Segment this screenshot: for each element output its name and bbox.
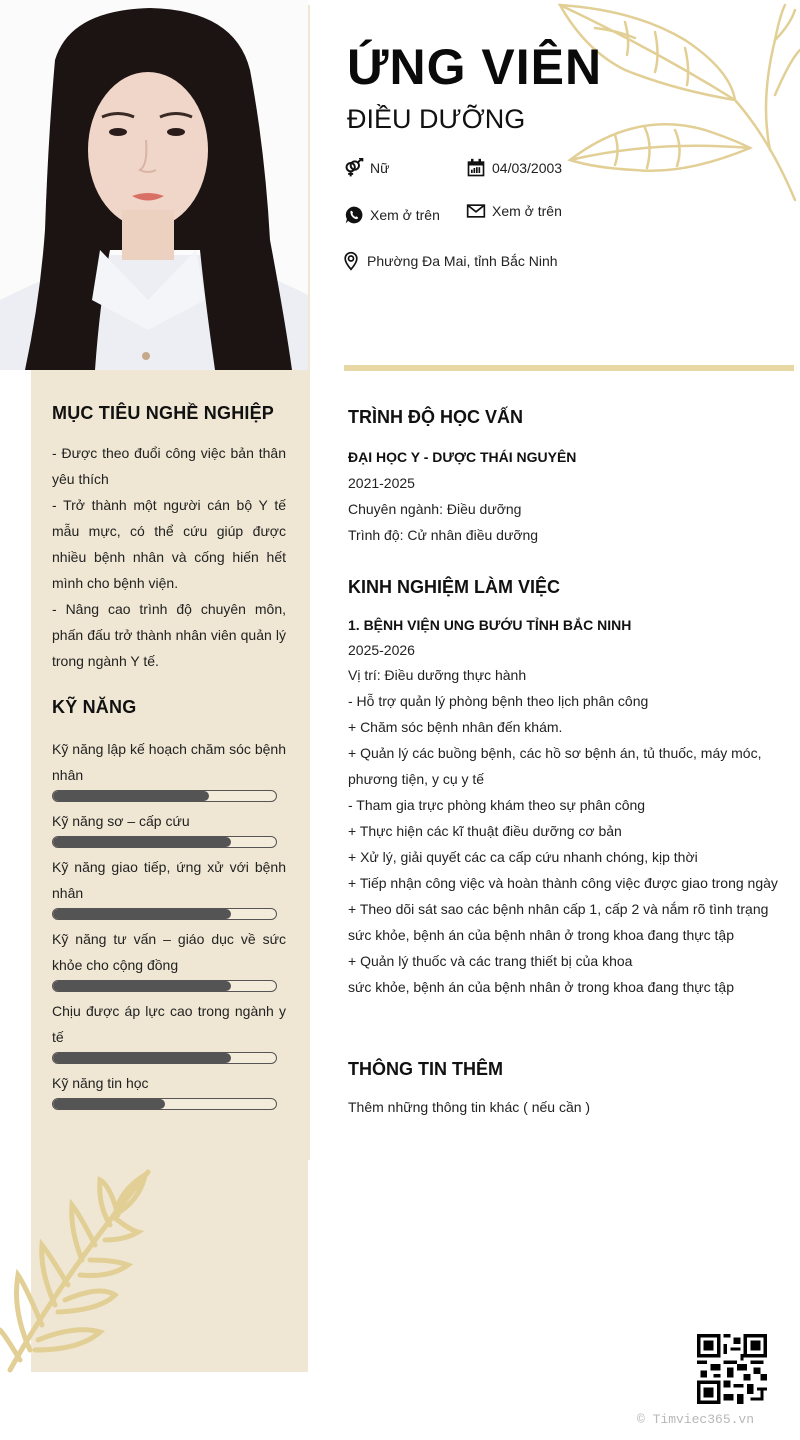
skill-label: Kỹ năng sơ – cấp cứu	[52, 813, 190, 829]
skills-section	[52, 697, 286, 1116]
objective-section	[52, 403, 286, 674]
experience-period: 2025-2026	[348, 642, 415, 658]
experience-line: + Xử lý, giải quyết các ca cấp cứu nhanh chóng, kịp thời	[348, 849, 698, 865]
additional-heading: THÔNG TIN THÊM	[348, 1059, 503, 1079]
objective-line: - Nâng cao trình độ chuyên môn, phấn đấu trở thành nhân viên quản lý trong ngành Y tế.	[52, 601, 286, 669]
skill-item	[52, 808, 286, 848]
additional-text: Thêm những thông tin khác ( nếu cần )	[348, 1099, 591, 1115]
profile-photo	[0, 0, 308, 370]
qr-code-icon	[697, 1334, 767, 1404]
birthday-value: 04/03/2003	[492, 160, 563, 176]
education-major: Chuyên ngành: Điều dưỡng	[348, 501, 522, 517]
gender-icon	[344, 158, 364, 178]
experience-section	[348, 577, 778, 1000]
skill-progress-bar	[52, 980, 277, 992]
experience-role: Vị trí: Điều dưỡng thực hành	[348, 667, 527, 683]
objective-line: - Được theo đuổi công việc bản thân yêu thích	[52, 445, 286, 487]
phone-value: Xem ở trên	[370, 207, 440, 223]
skill-progress-fill	[53, 837, 231, 847]
school-name: ĐẠI HỌC Y - DƯỢC THÁI NGUYÊN	[348, 449, 577, 465]
phone-info	[344, 205, 440, 225]
candidate-name: ỨNG VIÊN	[347, 39, 603, 95]
experience-line: - Hỗ trợ quản lý phòng bệnh theo lịch phân công	[348, 693, 649, 709]
photo-edge-line	[308, 5, 310, 1160]
skill-label: Kỹ năng giao tiếp, ứng xử với bệnh nhân	[52, 859, 286, 901]
company-name: 1. BỆNH VIỆN UNG BƯỚU TỈNH BẮC NINH	[348, 617, 632, 633]
experience-line: sức khỏe, bệnh án của bệnh nhân ở trong khoa đang thực tập	[348, 979, 734, 995]
skill-item	[52, 736, 286, 802]
experience-line: + Chăm sóc bệnh nhân đến khám.	[348, 719, 563, 735]
header-divider	[344, 365, 794, 371]
skill-label: Kỹ năng tin học	[52, 1075, 149, 1091]
location-icon	[341, 251, 361, 271]
decorative-leaves-icon	[555, 0, 800, 205]
skill-item	[52, 854, 286, 920]
skill-label: Kỹ năng lập kế hoạch chăm sóc bệnh nhân	[52, 741, 286, 783]
additional-section	[348, 1059, 778, 1120]
gender-info	[344, 158, 389, 178]
skill-progress-bar	[52, 790, 277, 802]
skills-heading: KỸ NĂNG	[52, 697, 137, 717]
skill-progress-bar	[52, 1098, 277, 1110]
education-degree: Trình độ: Cử nhân điều dưỡng	[348, 527, 539, 543]
calendar-icon	[466, 158, 486, 178]
skill-item	[52, 1070, 286, 1110]
birthday-info	[466, 158, 562, 178]
gender-value: Nữ	[370, 160, 390, 176]
watermark-text: © Timviec365.vn	[637, 1412, 755, 1427]
skill-label: Chịu được áp lực cao trong ngành y tế	[52, 1003, 286, 1045]
email-info	[466, 201, 562, 221]
experience-line: + Theo dõi sát sao các bệnh nhân cấp 1, cấp 2 và nắm rõ tình trạng sức khỏe, bệnh án của bệnh nhân ở trong khoa đang thực tập	[348, 901, 769, 943]
skill-progress-fill	[53, 1099, 165, 1109]
education-period: 2021-2025	[348, 475, 415, 491]
experience-line: + Tiếp nhận công việc và hoàn thành công việc được giao trong ngày	[348, 875, 778, 891]
mail-icon	[466, 201, 486, 221]
skill-progress-bar	[52, 1052, 277, 1064]
experience-heading: KINH NGHIỆM LÀM VIỆC	[348, 577, 561, 597]
education-heading: TRÌNH ĐỘ HỌC VẤN	[348, 407, 523, 427]
objective-line: - Trở thành một người cán bộ Y tế mẫu mực, có thể cứu giúp được nhiều bệnh nhân và cống hiến hết mình cho bệnh viện.	[52, 497, 286, 591]
experience-line: + Quản lý thuốc và các trang thiết bị của khoa	[348, 953, 633, 969]
experience-line: + Quản lý các buồng bệnh, các hồ sơ bệnh án, tủ thuốc, máy móc, phương tiện, y cụ y tế	[348, 745, 762, 787]
skill-progress-fill	[53, 1053, 231, 1063]
skill-progress-fill	[53, 909, 231, 919]
skill-item	[52, 998, 286, 1064]
skill-progress-bar	[52, 908, 277, 920]
experience-line: - Tham gia trực phòng khám theo sự phân công	[348, 797, 646, 813]
address-value: Phường Đa Mai, tỉnh Bắc Ninh	[367, 253, 558, 269]
portrait-image	[0, 0, 308, 370]
skill-label: Kỹ năng tư vấn – giáo dục về sức khỏe cho cộng đồng	[52, 931, 286, 973]
decorative-branch-icon	[0, 1160, 160, 1375]
email-value: Xem ở trên	[492, 203, 562, 219]
phone-icon	[344, 205, 364, 225]
objective-heading: MỤC TIÊU NGHỀ NGHIỆP	[52, 403, 275, 423]
skill-item	[52, 926, 286, 992]
skill-progress-fill	[53, 981, 231, 991]
address-info	[341, 251, 558, 271]
candidate-position: ĐIỀU DƯỠNG	[347, 104, 526, 134]
skill-progress-fill	[53, 791, 209, 801]
skill-progress-bar	[52, 836, 277, 848]
experience-line: + Thực hiện các kĩ thuật điều dưỡng cơ bản	[348, 823, 622, 839]
education-section	[348, 407, 778, 548]
